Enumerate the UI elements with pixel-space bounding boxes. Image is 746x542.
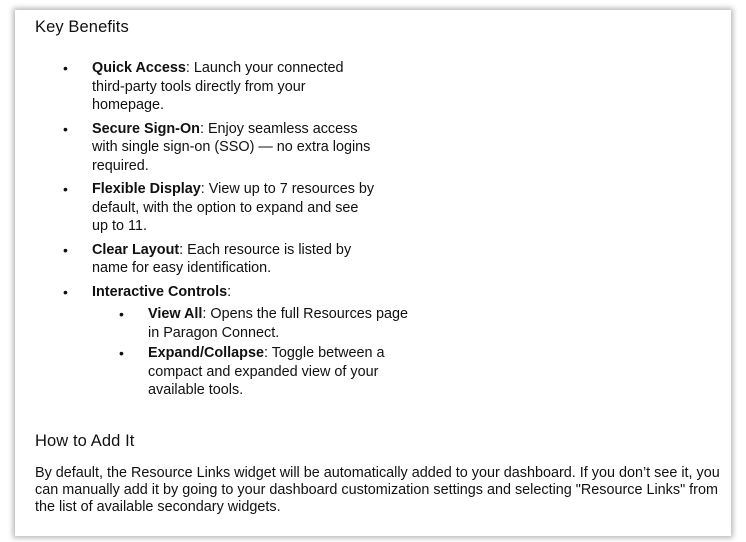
key-benefits-heading: Key Benefits [35,18,129,36]
list-item [35,120,375,176]
benefit-term: Quick Access [92,60,186,76]
list-item [35,59,375,115]
how-to-add-paragraph: By default, the Resource Links widget will be automatically added to your dashboard. If you don’t see it, you can manually add it by going to your dashboard customization settings and selecting "Resource Links" from the list of available secondary widgets. [35,464,720,515]
benefit-term: Flexible Display [92,181,201,197]
benefit-text: : Launch your connected third-party tools directly from your homepage. [92,60,344,113]
list-item [35,241,375,278]
how-to-add-heading: How to Add It [35,431,135,450]
control-text: : Opens the full Resources page in Paragon Connect. [148,306,408,341]
list-item [35,283,408,400]
control-term: Expand/Collapse [148,345,264,361]
list-item [35,180,375,236]
benefits-list [35,59,408,400]
document-frame [15,10,731,536]
controls-sublist [92,305,412,400]
benefit-text: : View up to 7 resources by default, with the option to expand and see up to 11. [92,181,375,234]
control-term: View All [148,306,203,322]
benefit-term: Clear Layout [92,241,180,258]
benefit-term: Secure Sign-On [92,120,200,137]
sub-list-item [92,305,412,342]
benefit-term: Interactive Controls [92,283,228,300]
benefit-text: : Each resource is listed by name for easy identification. [92,241,352,276]
control-text: : Toggle between a compact and expanded view of your available tools. [148,345,385,398]
benefit-text: : [227,283,232,300]
sub-list-item [92,344,412,400]
document-content [35,16,720,516]
benefit-text: : Enjoy seamless access with single sign-on (SSO) — no extra logins required. [92,120,371,174]
